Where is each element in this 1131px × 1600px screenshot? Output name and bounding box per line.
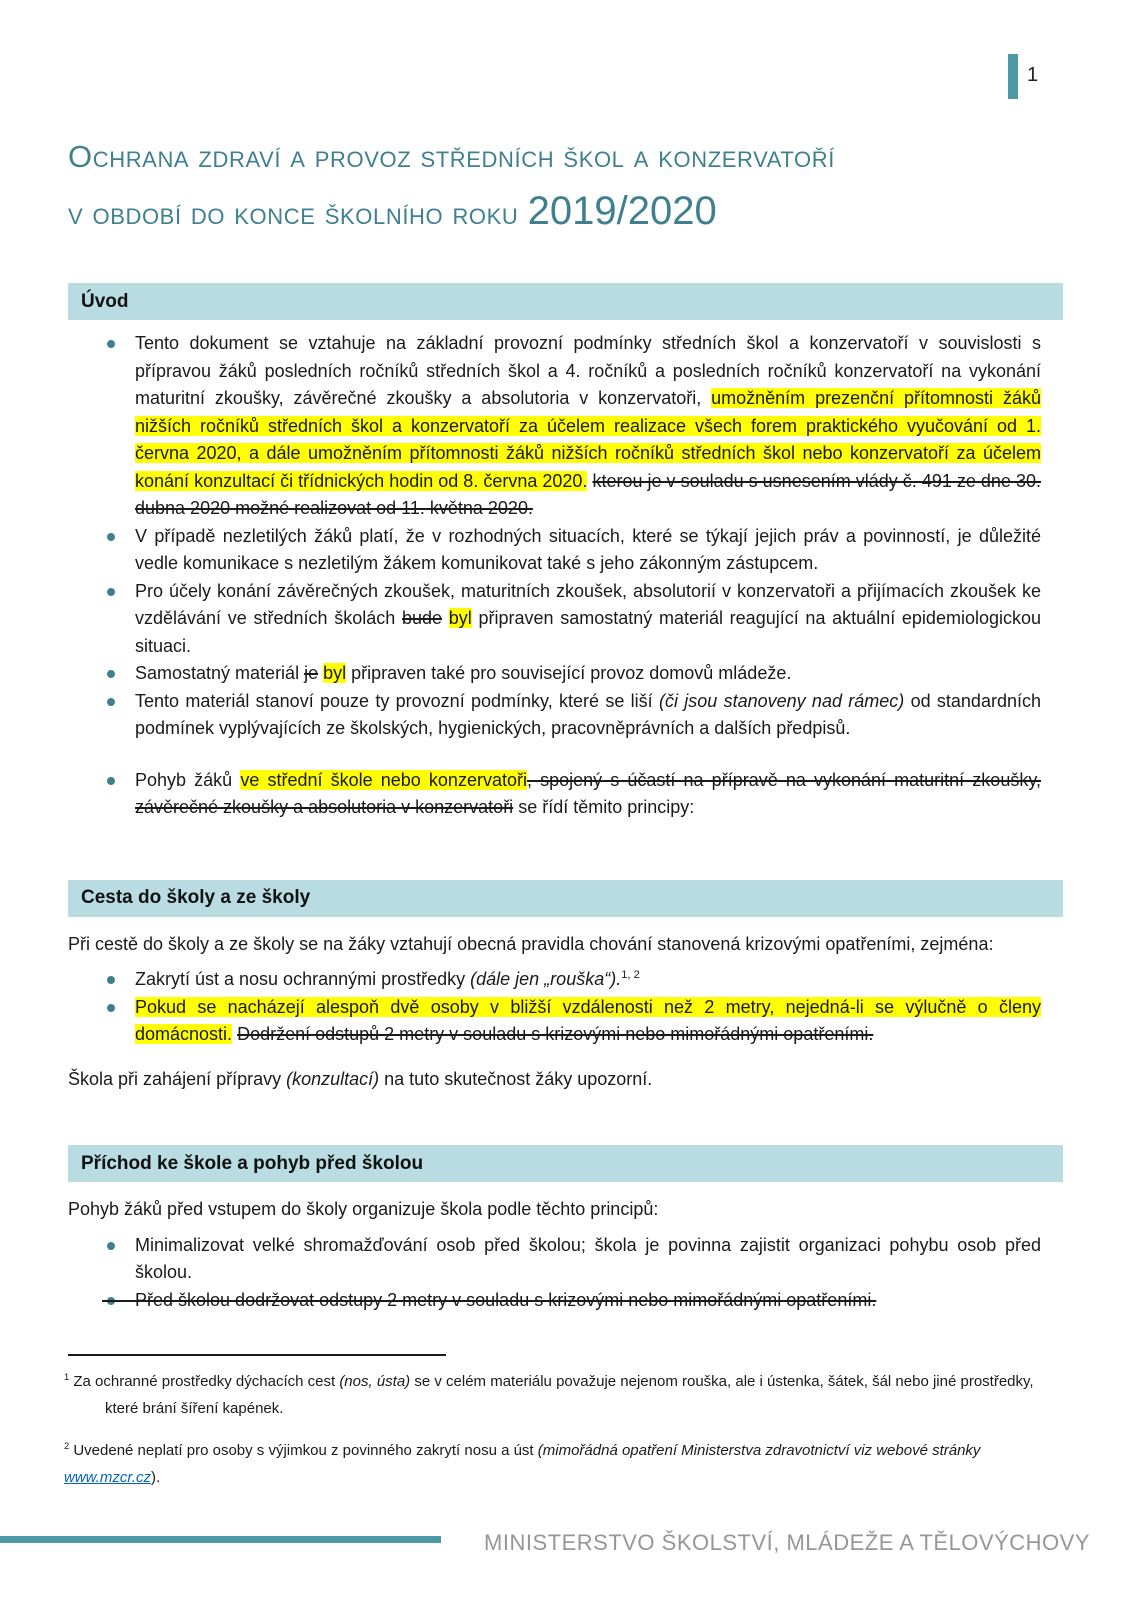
- bullet-item: Tento materiál stanoví pouze ty provozní podmínky, které se liší (či jsou stanoveny nad rámec) od standardních podmínek vyplývajících ze školských, hygienických, pracovněprávních a dalších předpisů.: [105, 688, 1041, 743]
- prichod-intro-paragraph: Pohyb žáků před vstupem do školy organizuje škola podle těchto principů:: [68, 1199, 659, 1219]
- bullet-item: Pro účely konání závěrečných zkoušek, maturitních zkoušek, absolutorií v konzervatoři a přijímacích zkoušek ke vzdělávání ve středních školách bude byl připraven samostatný materiál reagující na aktuální epidemiologickou situaci.: [105, 578, 1041, 661]
- footnote-separator: [68, 1354, 446, 1356]
- cesta-outro-paragraph: Škola při zahájení přípravy (konzultací) na tuto skutečnost žáky upozorní.: [68, 1068, 653, 1089]
- title-year: 2019/2020: [527, 189, 717, 233]
- bullet-item: Pohyb žáků ve střední škole nebo konzervatoři, spojený s účastí na přípravě na vykonání maturitní zkoušky, závěrečné zkoušky a absolutoria v konzervatoři se řídí těmito principy:: [105, 767, 1041, 822]
- cesta-bullet-list: [105, 966, 1041, 1049]
- section-heading-cesta: Cesta do školy a ze školy: [81, 887, 311, 908]
- footnote-1: $^1$ Za ochranné prostředky dýchacích cest (nos, ústa) se v celém materiálu považuje nejenom rouška, ale i ústenka, šátek, šál nebo jiné prostředky, které brání šíření kapének.: [64, 1372, 1034, 1417]
- prichod-bullet-list: [105, 1232, 1041, 1315]
- section-band-cesta: [68, 880, 1063, 917]
- page-number: 1: [1027, 64, 1039, 86]
- cesta-intro-paragraph: Při cestě do školy a ze školy se na žáky vztahují obecná pravidla chování stanovená krizovými opatřeními, zejména:: [68, 933, 994, 954]
- bullet-item: Zakrytí úst a nosu ochrannými prostředky (dále jen „rouška“).$^{1, 2}$: [105, 966, 1041, 994]
- bullet-item: Před školou dodržovat odstupy 2 metry v souladu s krizovými nebo mimořádnými opatřeními.: [105, 1287, 1041, 1315]
- mzcr-link[interactable]: www.mzcr.cz: [64, 1469, 151, 1486]
- title-line-1: Ochrana zdraví a provoz středních škol a konzervatoří: [68, 139, 835, 174]
- page-number-bar: [1008, 54, 1018, 99]
- section-band-prichod: [68, 1145, 1063, 1182]
- section-heading-prichod: Příchod ke škole a pohyb před školou: [81, 1152, 424, 1174]
- uvod-bullet-list: [105, 330, 1041, 822]
- footer-accent-line: [0, 1536, 441, 1543]
- bullet-item: Minimalizovat velké shromažďování osob před školou; škola je povinna zajistit organizaci pohybu osob před školou.: [105, 1232, 1041, 1287]
- footer-ministry-label: MINISTERSTVO ŠKOLSTVÍ, MLÁDEŽE A TĚLOVÝCHOVY: [484, 1530, 1090, 1555]
- bullet-item: V případě nezletilých žáků platí, že v rozhodných situacích, které se týkají jejich práv a povinností, je důležité vedle komunikace s nezletilým žákem komunikovat také s jeho zákonným zástupcem.: [105, 523, 1041, 578]
- section-band-uvod: [68, 283, 1063, 320]
- footnote-2: $^2$ Uvedené neplatí pro osoby s výjimkou z povinného zakrytí nosu a úst (mimořádná opatření Ministerstva zdravotnictví viz webové stránky www.mzcr.cz).: [64, 1441, 981, 1486]
- document-title: [68, 130, 1068, 241]
- bullet-item: Tento dokument se vztahuje na základní provozní podmínky středních škol a konzervatoří v souvislosti s přípravou žáků posledních ročníků středních škol a 4. ročníků a posledních ročníků konzervatoří na vykonání maturitní zkoušky, závěrečné zkoušky a absolutoria v konzervatoři, umožněním prezenční přítomnosti žáků nižších ročníků středních škol a konzervatoří za účelem realizace všech forem praktického vyučování od 1. června 2020, a dále umožněním přítomnosti žáků nižších ročníků středních škol nebo konzervatoří za účelem konání konzultací či třídnických hodin od 8. června 2020. kterou je v souladu s usnesením vlády č. 491 ze dne 30. dubna 2020 možné realizovat od 11. května 2020.: [105, 330, 1041, 523]
- title-line-2: v období do konce školního roku: [68, 196, 528, 231]
- bullet-item: Pokud se nacházejí alespoň dvě osoby v bližší vzdálenosti než 2 metry, nejedná-li se výlučně o členy domácnosti. Dodržení odstupů 2 metry v souladu s krizovými nebo mimořádnými opatřeními.: [105, 994, 1041, 1049]
- bullet-item: Samostatný materiál je byl připraven také pro související provoz domovů mládeže.: [105, 660, 1041, 688]
- section-heading-uvod: Úvod: [81, 290, 129, 312]
